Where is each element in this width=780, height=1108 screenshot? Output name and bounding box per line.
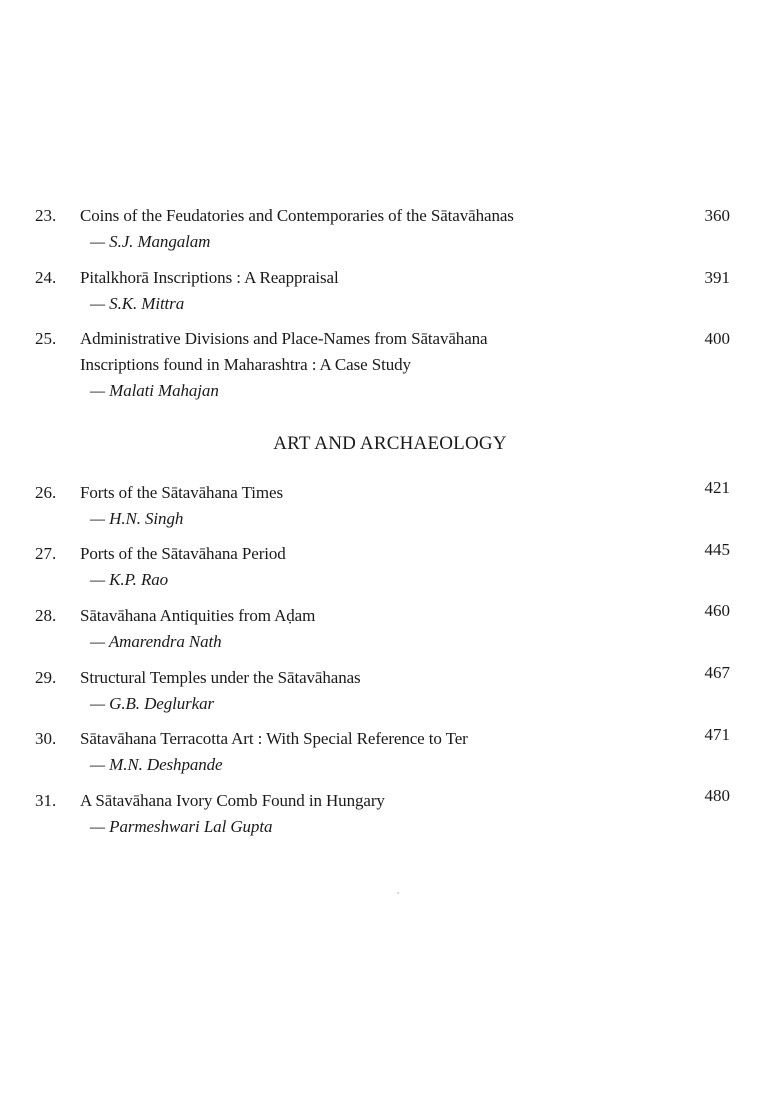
entry-number: 28. — [35, 606, 57, 625]
scan-speck — [397, 892, 399, 894]
entry-author: — H.N. Singh — [90, 509, 184, 528]
entry-page-number: 400 — [704, 329, 730, 348]
entry-title — [80, 541, 670, 593]
entry-number: 23. — [35, 206, 57, 225]
entry-author: — G.B. Deglurkar — [90, 694, 214, 713]
entry-title — [80, 726, 670, 778]
entry-number: 30. — [35, 729, 57, 748]
entry-title — [80, 788, 670, 840]
entry-number: 24. — [35, 268, 57, 287]
entry-title-line: Coins of the Feudatories and Contemporaries of the Sātavāhanas — [80, 206, 514, 225]
entry-title-line: Structural Temples under the Sātavāhanas — [80, 668, 361, 687]
entry-author: — S.K. Mittra — [90, 294, 185, 313]
entry-number: 29. — [35, 668, 57, 687]
entry-number: 26. — [35, 483, 57, 502]
entry-title — [80, 480, 670, 532]
entry-author: — S.J. Mangalam — [90, 232, 211, 251]
entry-page-number: 445 — [704, 540, 730, 559]
entry-page-number: 480 — [704, 786, 730, 805]
entry-title — [80, 326, 670, 404]
entry-number: 31. — [35, 791, 57, 810]
entry-page-number: 467 — [704, 663, 730, 682]
entry-author: — K.P. Rao — [90, 570, 169, 589]
entry-title-line: A Sātavāhana Ivory Comb Found in Hungary — [80, 791, 385, 810]
entry-page-number: 471 — [704, 725, 730, 744]
entry-number: 25. — [35, 329, 57, 348]
entry-title-line: Ports of the Sātavāhana Period — [80, 544, 286, 563]
entry-title-line: Administrative Divisions and Place-Names from Sātavāhana — [80, 329, 488, 348]
entry-page-number: 391 — [704, 268, 730, 287]
section-heading: ART AND ARCHAEOLOGY — [273, 433, 507, 454]
entry-title-line: Inscriptions found in Maharashtra : A Case Study — [80, 355, 411, 374]
entry-title — [80, 203, 670, 255]
entry-author: — Malati Mahajan — [90, 381, 219, 400]
entry-title-line: Forts of the Sātavāhana Times — [80, 483, 283, 502]
entry-page-number: 460 — [704, 601, 730, 620]
entry-page-number: 421 — [704, 478, 730, 497]
entry-title — [80, 265, 670, 317]
entry-page-number: 360 — [704, 206, 730, 225]
entry-title — [80, 603, 670, 655]
entry-title-line: Pitalkhorā Inscriptions : A Reappraisal — [80, 268, 339, 287]
entry-author: — Amarendra Nath — [90, 632, 222, 651]
entry-title-line: Sātavāhana Antiquities from Aḍam — [80, 606, 316, 625]
entry-title — [80, 665, 670, 717]
entry-number: 27. — [35, 544, 57, 563]
entry-author: — Parmeshwari Lal Gupta — [90, 817, 273, 836]
entry-title-line: Sātavāhana Terracotta Art : With Special Reference to Ter — [80, 729, 468, 748]
entry-author: — M.N. Deshpande — [90, 755, 223, 774]
